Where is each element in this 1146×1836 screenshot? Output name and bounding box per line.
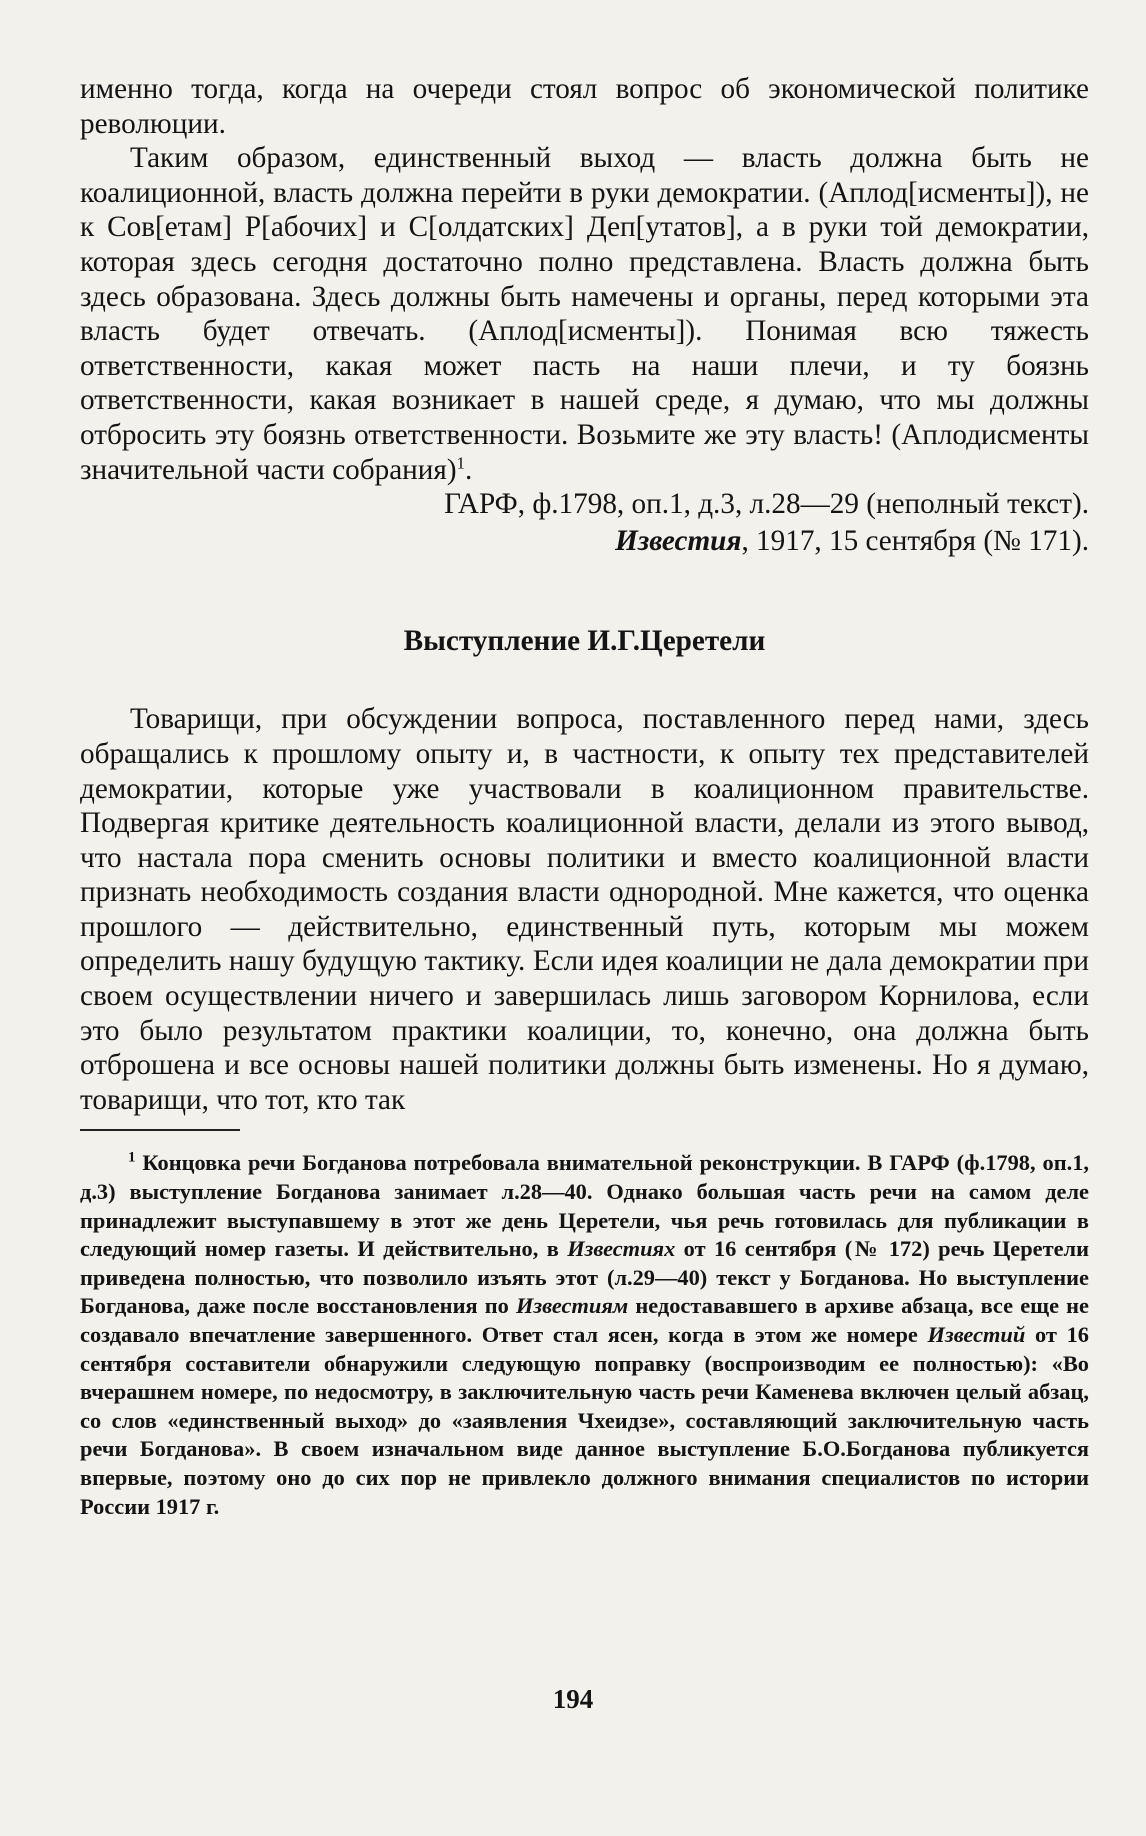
footnote <box>80 1149 1089 1521</box>
footnote-ref: 1 <box>456 452 466 472</box>
footnote-text: от 16 сентября (№ 172) речь Церетели приведена полностью, что позволило изъять этот (л.29—40) текст у Богданова. Но выступление Богданова, даже после восстановления по <box>80 1236 1090 1319</box>
footnote-text: недостававшего в архиве абзаца, все еще не создавало впечатление завершенного. Ответ стал ясен, когда в этом же номере <box>80 1293 1089 1347</box>
paragraph-tsereteli-speech: Товарищи, при обсуждении вопроса, поставленного перед нами, здесь обращались к прошлому опыту и, в частности, к опыту тех представителей демократии, которые уже участвовали в коалиционном правительстве. Подвергая критике деятельность коалиционной власти, делали из этого вывод, что настала пора сменить основы политики и вместо коалиционной власти признать необходимость создания власти однородной. Мне кажется, что оценка прошлого — действительно, единственный путь, которым мы можем определить нашу будущую тактику. Если идея коалиции не дала демократии при своем осуществлении ничего и завершилась лишь заговором Корнилова, если это было результатом практики коалиции, то, конечно, она должна быть отброшена и все основы нашей политики должны быть изменены. Но я думаю, товарищи, что тот, кто так <box>80 703 1089 1116</box>
footnote-marker: 1 <box>128 1149 136 1166</box>
source-newspaper <box>80 524 1089 559</box>
newspaper-title: Известия <box>615 524 742 557</box>
paragraph-continuation: именно тогда, когда на очереди стоял вопрос об экономической политике революции. <box>80 73 1089 140</box>
newspaper-date: , 1917, 15 сентября (№ 171). <box>741 524 1089 557</box>
footnote-italic: Известий <box>927 1322 1026 1347</box>
paragraph-end: . <box>465 453 473 486</box>
text-column <box>80 72 1089 1521</box>
paragraph-text: Таким образом, единственный выход — власть должна быть не коалиционной, власть должна перейти в руки демократии. (Аплод[исменты]), не к Сов[етам] Р[абочих] и С[олдатских] Деп[утатов], а в руки той демократии, которая здесь сегодня достаточно полно представлена. Власть должна быть здесь образована. Здесь должны быть намечены и органы, перед которыми эта власть будет отвечать. (Аплод[исменты]). Понимая всю тяжесть ответственности, какая может пасть на наши плечи, и ту боязнь ответственности, какая возникает в нашей среде, я думаю, что мы должны отбросить эту боязнь ответственности. Возьмите же эту власть! (Аплодисменты значительной части собрания) <box>80 142 1089 486</box>
footnote-italic: Известиях <box>567 1236 676 1262</box>
source-archive: ГАРФ, ф.1798, оп.1, д.3, л.28—29 (неполный текст). <box>444 488 1089 521</box>
footnote-text: Концовка речи Богданова потребовала внимательной реконструкции. В ГАРФ (ф.1798, оп.1, д.3) выступление Богданова занимает л.28—40. Однако большая часть речи на самом деле принадлежит выступавшему в этот же день Церетели, чья речь готовилась для публикации в следующий номер газеты. И действительно, в <box>80 1150 1089 1262</box>
footnote-divider <box>80 1129 240 1131</box>
section-heading: Выступление И.Г.Церетели <box>403 625 766 658</box>
footnote-text: от 16 сентября составители обнаружили следующую поправку (воспроизводим ее полностью): «Во вчерашнем номере, по недосмотру, в заключительную часть речи Каменева включен целый абзац, со слов «единственный выход» до «заявления Чхеидзе», составляющий заключительную часть речи Богданова». В своем изначальном виде данное выступление Б.О.Богданова публикуется впервые, поэтому оно до сих пор не привлекло должного внимания специалистов по истории России 1917 г. <box>80 1322 1089 1519</box>
paragraph-bogdanov-speech <box>80 141 1089 487</box>
page-number: 194 <box>552 1684 594 1714</box>
footnote-italic: Известиям <box>515 1293 629 1319</box>
